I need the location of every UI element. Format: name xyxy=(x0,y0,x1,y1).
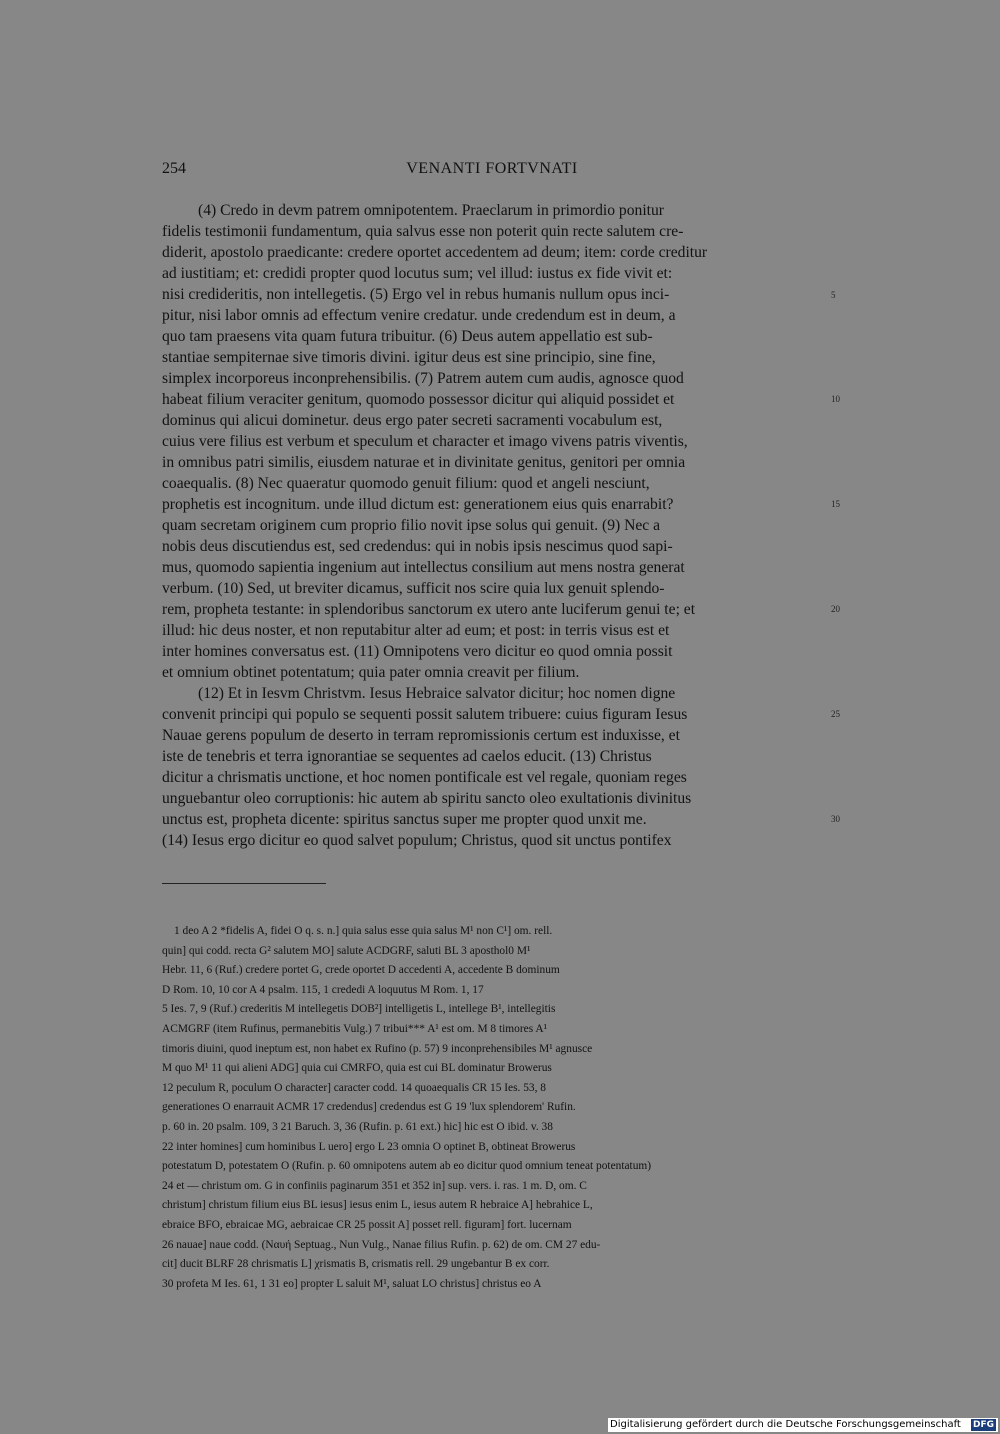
text-line: ad iustitiam; et: credidi propter quod locutus sum; vel illud: iustus ex fide vivit et: xyxy=(162,265,673,282)
text-line: stantiae sempiternae sive timoris divini. igitur deus est sine principio, sine fine, xyxy=(162,349,656,366)
text-line: dominus qui alicui dominetur. deus ergo pater secreti sacramenti vocabulum est, xyxy=(162,412,663,429)
apparatus-line: 22 inter homines] cum hominibus L uero] ergo L 23 omnia O optinet B, obtineat Browerus xyxy=(162,1140,576,1153)
apparatus-line: 30 profeta M Ies. 61, 1 31 eo] propter L saluit M¹, saluat LO christus] christus eo A xyxy=(162,1277,542,1290)
text-line: et omnium obtinet potentatum; quia pater omnia creavit per filium. xyxy=(162,664,580,681)
line-number: 10 xyxy=(831,394,840,404)
line-number: 25 xyxy=(831,709,840,719)
line-number: 5 xyxy=(831,290,836,300)
text-line: fidelis testimonii fundamentum, quia salvus esse non poterit quin recte salutem cre- xyxy=(162,223,684,240)
text-line: Nauae gerens populum de deserto in terram repromissionis certum est induxisse, et xyxy=(162,727,680,744)
text-line: (4) Credo in devm patrem omnipotentem. Praeclarum in primordio ponitur xyxy=(198,202,664,219)
text-line: convenit principi qui populo se sequenti possit salutem tribuere: cuius figuram Iesus xyxy=(162,706,688,723)
text-line: pitur, nisi labor omnis ad effectum venire credatur. unde credendum est in deum, a xyxy=(162,307,676,324)
apparatus-line: cit] ducit BLRF 28 chrismatis L] χrismatis B, crismatis rell. 29 ungebantur B ex corr. xyxy=(162,1258,550,1271)
apparatus-line: ACMGRF (item Rufinus, permanebitis Vulg.) 7 tribui*** A¹ est om. M 8 timores A¹ xyxy=(162,1022,547,1035)
apparatus-line: quin] qui codd. recta G² salutem MO] salute ACDGRF, saluti BL 3 aposthol0 M¹ xyxy=(162,944,531,957)
apparatus-line: 5 Ies. 7, 9 (Ruf.) crederitis M intellegetis DOB²] intelligetis L, intellege B¹, intellegitis xyxy=(162,1003,556,1016)
apparatus-line: 24 et — christum om. G in confiniis paginarum 351 et 352 in] sup. vers. i. ras. 1 m. D, om. C xyxy=(162,1179,587,1192)
line-number: 15 xyxy=(831,499,840,509)
running-header xyxy=(162,160,822,180)
line-number: 30 xyxy=(831,814,840,824)
text-line: habeat filium veraciter genitum, quomodo possessor dicitur qui aliquid possidet et xyxy=(162,391,675,408)
apparatus-line: christum] christum filium eius BL iesus] iesus enim L, iesus autem R hebraice A] hebrahice L, xyxy=(162,1199,593,1212)
text-line: cuius vere filius est verbum et speculum et character et imago vivens patris viventis, xyxy=(162,433,688,450)
page-number: 254 xyxy=(162,160,186,177)
text-line: verbum. (10) Sed, ut breviter dicamus, sufficit nos scire quia lux genuit splendo- xyxy=(162,580,665,597)
apparatus-line: 1 deo A 2 *fidelis A, fidei O q. s. n.] quia salus esse quia salus M¹ non C¹] om. rell. xyxy=(174,925,553,937)
text-line: quo tam praesens vita quam futura tribuitur. (6) Deus autem appellatio est sub- xyxy=(162,328,653,345)
text-line: (12) Et in Iesvm Christvm. Iesus Hebraice salvator dicitur; hoc nomen digne xyxy=(198,685,676,702)
text-line: coaequalis. (8) Nec quaeratur quomodo genuit filium: quod et angeli nesciunt, xyxy=(162,475,650,492)
critical-apparatus xyxy=(162,922,820,1294)
apparatus-line: ebraice BFO, ebraicae MG, aebraicae CR 25 possit A] posset rell. figuram] fort. lucernam xyxy=(162,1218,572,1231)
funding-text: Digitalisierung gefördert durch die Deutsche Forschungsgemeinschaft xyxy=(610,1419,961,1430)
text-line: dicitur a chrismatis unctione, et hoc nomen pontificale est vel regale, quoniam reges xyxy=(162,769,687,786)
text-line: mus, quomodo sapientia ingenium aut intellectus consilium aut mens nostra generat xyxy=(162,559,685,576)
apparatus-line: M quo M¹ 11 qui alieni ADG] quia cui CMRFO, quia est cui BL dominatur Browerus xyxy=(162,1062,552,1075)
text-line: quam secretam originem cum proprio filio novit ipse solus qui genuit. (9) Nec a xyxy=(162,517,661,534)
text-line: diderit, apostolo praedicante: credere oportet accedentem ad deum; item: corde creditur xyxy=(162,244,708,261)
line-number: 20 xyxy=(831,604,840,614)
apparatus-line: potestatum D, potestatem O (Rufin. p. 60 omnipotens autem ab eo dicitur quod omnium teneat potentatum) xyxy=(162,1160,652,1173)
apparatus-line: generationes O enarrauit ACMR 17 credendus] credendus est G 19 'lux splendorem' Rufin. xyxy=(162,1101,576,1114)
text-line: rem, propheta testante: in splendoribus sanctorum ex utero ante luciferum genui te; et xyxy=(162,601,696,618)
text-line: unctus est, propheta dicente: spiritus sanctus super me propter quod unxit me. xyxy=(162,811,647,828)
apparatus-line: Hebr. 11, 6 (Ruf.) credere portet G, crede oportet D accedenti A, accedente B dominum xyxy=(162,964,560,977)
apparatus-line: p. 60 in. 20 psalm. 109, 3 21 Baruch. 3, 36 (Rufin. p. 61 ext.) hic] hic est O ibid. v. 38 xyxy=(162,1120,553,1133)
text-line: inter homines conversatus est. (11) Omnipotens vero dicitur eo quod omnia possit xyxy=(162,643,673,660)
apparatus-line: timoris diuini, quod ineptum est, non habet ex Rufino (p. 57) 9 inconprehensibiles M¹ agnusce xyxy=(162,1042,593,1055)
apparatus-line: 26 nauae] naue codd. (Ναυή Septuag., Nun Vulg., Nanae filius Rufin. p. 62) de om. CM 27 edu- xyxy=(162,1238,601,1251)
footnote-rule xyxy=(162,883,326,884)
text-line: iste de tenebris et terra ignorantiae se sequentes ad caelos educit. (13) Christus xyxy=(162,748,652,765)
text-line: nobis deus discutiendus est, sed credendus: qui in nobis ipsis nescimus quod sapi- xyxy=(162,538,673,555)
funding-footer xyxy=(608,1418,998,1432)
running-title: VENANTI FORTVNATI xyxy=(406,160,578,177)
text-line: simplex incorporeus inconprehensibilis. (7) Patrem autem cum audis, agnosce quod xyxy=(162,370,684,387)
main-text xyxy=(162,200,822,851)
text-line: nisi credideritis, non intellegetis. (5) Ergo vel in rebus humanis nullum opus inci- xyxy=(162,286,670,303)
text-line: illud: hic deus noster, et non reputabitur alter ad eum; et post: in terris visus est et xyxy=(162,622,670,639)
dfg-logo: DFG xyxy=(972,1420,994,1430)
text-line: unguebantur oleo corruptionis: hic autem ab spiritu sancto oleo exultationis divinitus xyxy=(162,790,692,807)
text-line: prophetis est incognitum. unde illud dictum est: generationem eius quis enarrabit? xyxy=(162,496,674,513)
apparatus-line: 12 peculum R, poculum O character] caracter codd. 14 quoaequalis CR 15 Ies. 53, 8 xyxy=(162,1081,546,1094)
text-line: in omnibus patri similis, eiusdem naturae et in divinitate genitus, genitori per omnia xyxy=(162,454,686,471)
apparatus-line: D Rom. 10, 10 cor A 4 psalm. 115, 1 crededi A loquutus M Rom. 1, 17 xyxy=(162,983,484,996)
text-line: (14) Iesus ergo dicitur eo quod salvet populum; Christus, quod sit unctus pontifex xyxy=(162,832,672,849)
